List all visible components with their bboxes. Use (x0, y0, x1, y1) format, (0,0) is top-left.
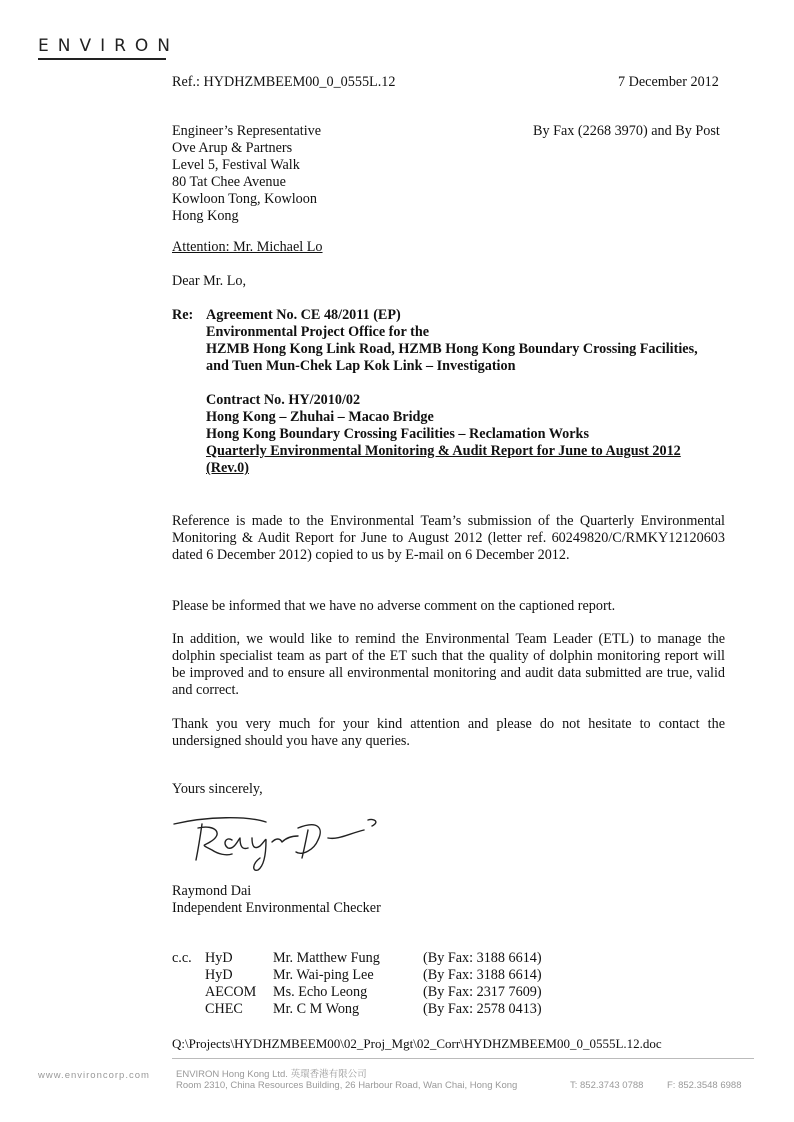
footer-website: www.environcorp.com (38, 1070, 150, 1081)
subject-block-contract (206, 392, 681, 477)
re-label: Re: (172, 307, 194, 323)
subject-line: Agreement No. CE 48/2011 (EP) (206, 307, 401, 323)
cc-fax: (By Fax: 3188 6614) (423, 950, 542, 966)
address-line: 80 Tat Chee Avenue (172, 174, 286, 190)
cc-organization: AECOM (205, 984, 257, 1000)
closing: Yours sincerely, (172, 781, 263, 797)
subject-line: Hong Kong Boundary Crossing Facilities – Reclamation Works (206, 426, 589, 442)
cc-fax: (By Fax: 2578 0413) (423, 1001, 542, 1017)
cc-fax: (By Fax: 2317 7609) (423, 984, 542, 1000)
handwritten-signature (168, 810, 398, 872)
subject-line-revision: (Rev.0) (206, 460, 249, 476)
cc-row (205, 967, 542, 984)
footer-address: Room 2310, China Resources Building, 26 Harbour Road, Wan Chai, Hong Kong (176, 1080, 518, 1091)
address-line: Hong Kong (172, 208, 239, 224)
footer-company: ENVIRON Hong Kong Ltd. 英環香港有限公司 (176, 1069, 367, 1080)
cc-row (205, 984, 542, 1001)
cc-label: c.c. (172, 950, 192, 966)
cc-person: Ms. Echo Leong (273, 984, 368, 1000)
company-logo: ENVIRON (38, 36, 180, 56)
address-line: Kowloon Tong, Kowloon (172, 191, 317, 207)
address-line: Engineer’s Representative (172, 123, 322, 139)
subject-line: Contract No. HY/2010/02 (206, 392, 361, 408)
logo-underline (38, 58, 166, 60)
file-path: Q:\Projects\HYDHZMBEEM00\02_Proj_Mgt\02_Corr\HYDHZMBEEM00_0_0555L.12.doc (172, 1036, 662, 1051)
letter-date: 7 December 2012 (618, 74, 719, 90)
attention-line: Attention: Mr. Michael Lo (172, 239, 323, 255)
salutation: Dear Mr. Lo, (172, 273, 247, 289)
subject-line: Hong Kong – Zhuhai – Macao Bridge (206, 409, 434, 425)
cc-organization: HyD (205, 967, 233, 983)
cc-row (205, 1001, 542, 1018)
cc-fax: (By Fax: 3188 6614) (423, 967, 542, 983)
reference-number: Ref.: HYDHZMBEEM00_0_0555L.12 (172, 74, 396, 90)
signatory-title: Independent Environmental Checker (172, 900, 381, 916)
cc-person: Mr. C M Wong (273, 1001, 360, 1017)
cc-list (205, 950, 542, 1018)
subject-block-agreement (206, 307, 698, 375)
cc-organization: CHEC (205, 1001, 243, 1017)
cc-person: Mr. Matthew Fung (273, 950, 380, 966)
address-line: Level 5, Festival Walk (172, 157, 300, 173)
cc-row (205, 950, 542, 967)
footer-phone: T: 852.3743 0788 (570, 1080, 644, 1091)
body-paragraph: Thank you very much for your kind attention and please do not hesitate to contact the undersigned should you have any queries. (172, 716, 725, 749)
address-line: Ove Arup & Partners (172, 140, 293, 156)
footer-divider (172, 1058, 754, 1059)
cc-organization: HyD (205, 950, 233, 966)
body-paragraph: In addition, we would like to remind the Environmental Team Leader (ETL) to manage the dolphin specialist team as part of the ET such that the quality of dolphin monitoring report will be improved and to ensure all environmental monitoring and audit data submitted are true, valid and correct. (172, 631, 725, 698)
subject-line: Environmental Project Office for the (206, 324, 430, 340)
signatory-name: Raymond Dai (172, 883, 252, 899)
subject-line: and Tuen Mun-Chek Lap Kok Link – Investigation (206, 358, 516, 374)
recipient-address (172, 123, 321, 225)
body-paragraph: Reference is made to the Environmental Team’s submission of the Quarterly Environmental Monitoring & Audit Report for June to August 2012 (letter ref. 60249820/C/RMKY12120603 dated 6 December 2012) copied to us by E-mail on 6 December 2012. (172, 513, 725, 563)
subject-line: HZMB Hong Kong Link Road, HZMB Hong Kong Boundary Crossing Facilities, (206, 341, 698, 357)
body-paragraph: Please be informed that we have no adverse comment on the captioned report. (172, 598, 616, 614)
footer-fax: F: 852.3548 6988 (667, 1080, 742, 1091)
cc-person: Mr. Wai-ping Lee (273, 967, 374, 983)
delivery-method: By Fax (2268 3970) and By Post (533, 123, 720, 139)
subject-line-report-title: Quarterly Environmental Monitoring & Audit Report for June to August 2012 (206, 443, 681, 459)
